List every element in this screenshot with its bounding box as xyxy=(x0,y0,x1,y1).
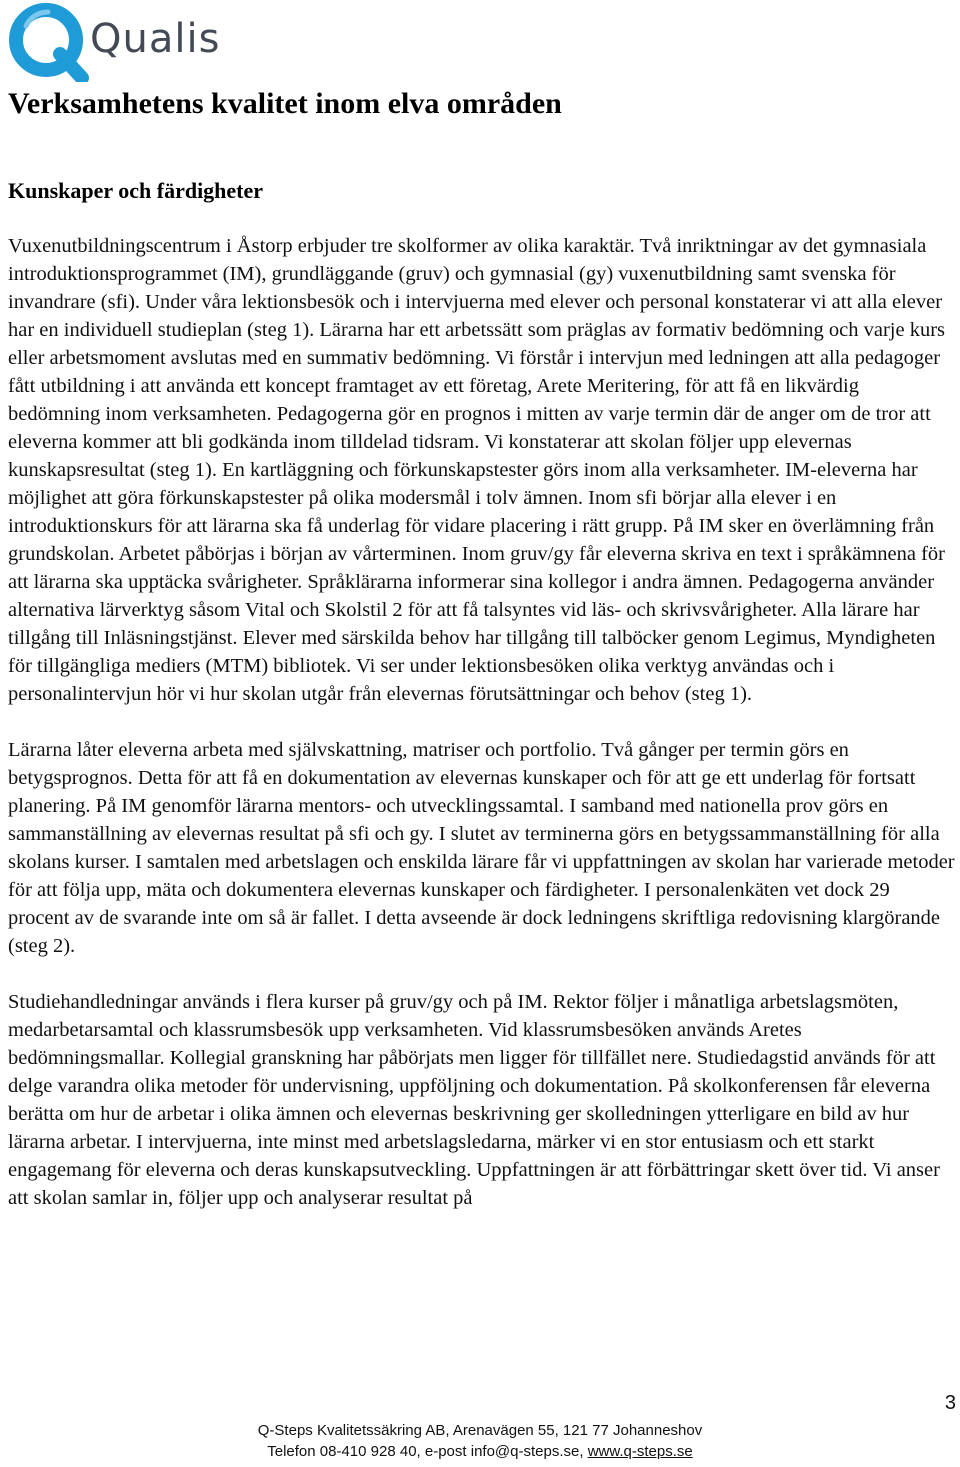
paragraph-1: Vuxenutbildningscentrum i Åstorp erbjuder tre skolformer av olika karaktär. Två inriktningar av det gymnasiala introduktionsprogrammet (IM), grundläggande (gruv) och gymnasial (gy) vuxenutbildning samt svenska för invandrare (sfi). Under våra lektionsbesök och i intervjuerna med elever och personal konstaterar vi att alla elever har en individuell studieplan (steg 1). Lärarna har ett arbetssätt som präglas av formativ bedömning och varje kurs eller arbetsmoment avslutas med en summativ bedömning. Vi förstår i intervjun med ledningen att alla pedagoger fått utbildning i att använda ett koncept framtaget av ett företag, Arete Meritering, för att få en likvärdig bedömning inom verksamheten. Pedagogerna gör en prognos i mitten av varje termin där de anger om de tror att eleverna kommer att bli godkända inom tilldelad tidsram. Vi konstaterar att skolan följer upp elevernas kunskapsresultat (steg 1). En kartläggning och förkunskapstester görs inom alla verksamheter. IM-eleverna har möjlighet att göra förkunskapstester på olika modersmål i tolv ämnen. Inom sfi börjar alla elever i en introduktionskurs för att lärarna ska få underlag för vidare placering i rätt grupp. På IM sker en överlämning från grundskolan. Arbetet påbörjas i början av vårterminen. Inom gruv/gy får eleverna skriva en text i språkämnena för att lärarna ska upptäcka svårigheter. Språklärarna informerar sina kollegor i andra ämnen. Pedagogerna använder alternativa lärverktyg såsom Vital och Skolstil 2 för att få talsyntes vid läs- och skrivsvårigheter. Alla lärare har tillgång till Inläsningstjänst. Elever med särskilda behov har tillgång till talböcker genom Legimus, Myndigheten för tillgängliga mediers (MTM) bibliotek. Vi ser under lektionsbesöken olika verktyg användas och i personalintervjun hör vi hur skolan utgår från elevernas förutsättningar och behov (steg 1). xyxy=(8,235,946,705)
footer xyxy=(0,1420,960,1462)
section-body xyxy=(8,232,956,1240)
footer-website-link[interactable]: www.q-steps.se xyxy=(587,1443,693,1460)
paragraph-3: Studiehandledningar används i flera kurser på gruv/gy och på IM. Rektor följer i månatliga arbetslagsmöten, medarbetarsamtal och klassrumsbesök upp verksamheten. Vid klassrumsbesöken används Aretes bedömningsmallar. Kollegial granskning har påbörjats men ligger för tillfället nere. Studiedagstid används för att delge varandra olika metoder för undervisning, uppföljning och dokumentation. På skolkonferensen får eleverna berätta om hur de arbetar i olika ämnen och elevernas beskrivning ger skolledningen ytterligare en bild av hur lärarna arbetar. I intervjuerna, inte minst med arbetslagsledarna, märker vi en stor entusiasm och ett starkt engagemang för eleverna och deras kunskapsutveckling. Uppfattningen är att förbättringar skett över tid. Vi anser att skolan samlar in, följer upp och analyserar resultat på xyxy=(8,991,940,1209)
footer-address: Q-Steps Kvalitetssäkring AB, Arenavägen 55, 121 77 Johanneshov xyxy=(257,1422,703,1439)
logo-wordmark: Qualis xyxy=(90,16,221,62)
paragraph-2: Lärarna låter eleverna arbeta med självskattning, matriser och portfolio. Två gånger per termin görs en betygsprognos. Detta för att få en dokumentation av elevernas kunskaper och för att ge ett underlag för fortsatt planering. På IM genomför lärarna mentors- och utvecklingssamtal. I samband med nationella prov görs en sammanställning av elevernas resultat på sfi och gy. I slutet av terminerna görs en betygssammanställning för alla skolans kurser. I samtalen med arbetslagen och enskilda lärare får vi uppfattningen av skolan har varierade metoder för att följa upp, mäta och dokumentera elevernas kunskaper och färdigheter. I personalenkäten vet dock 29 procent av de svarande inte om så är fallet. I detta avseende är dock ledningens skriftliga redovisning klargörande (steg 2). xyxy=(8,739,955,957)
section-heading: Kunskaper och färdigheter xyxy=(8,178,264,203)
footer-contact xyxy=(0,1441,960,1462)
qualis-logo xyxy=(8,2,248,82)
page-title: Verksamhetens kvalitet inom elva områden xyxy=(8,87,562,120)
qualis-q-logo-icon xyxy=(8,2,92,82)
page-number: 3 xyxy=(944,1392,956,1414)
footer-phone-email: Telefon 08-410 928 40, e-post info@q-steps.se, xyxy=(267,1443,588,1460)
